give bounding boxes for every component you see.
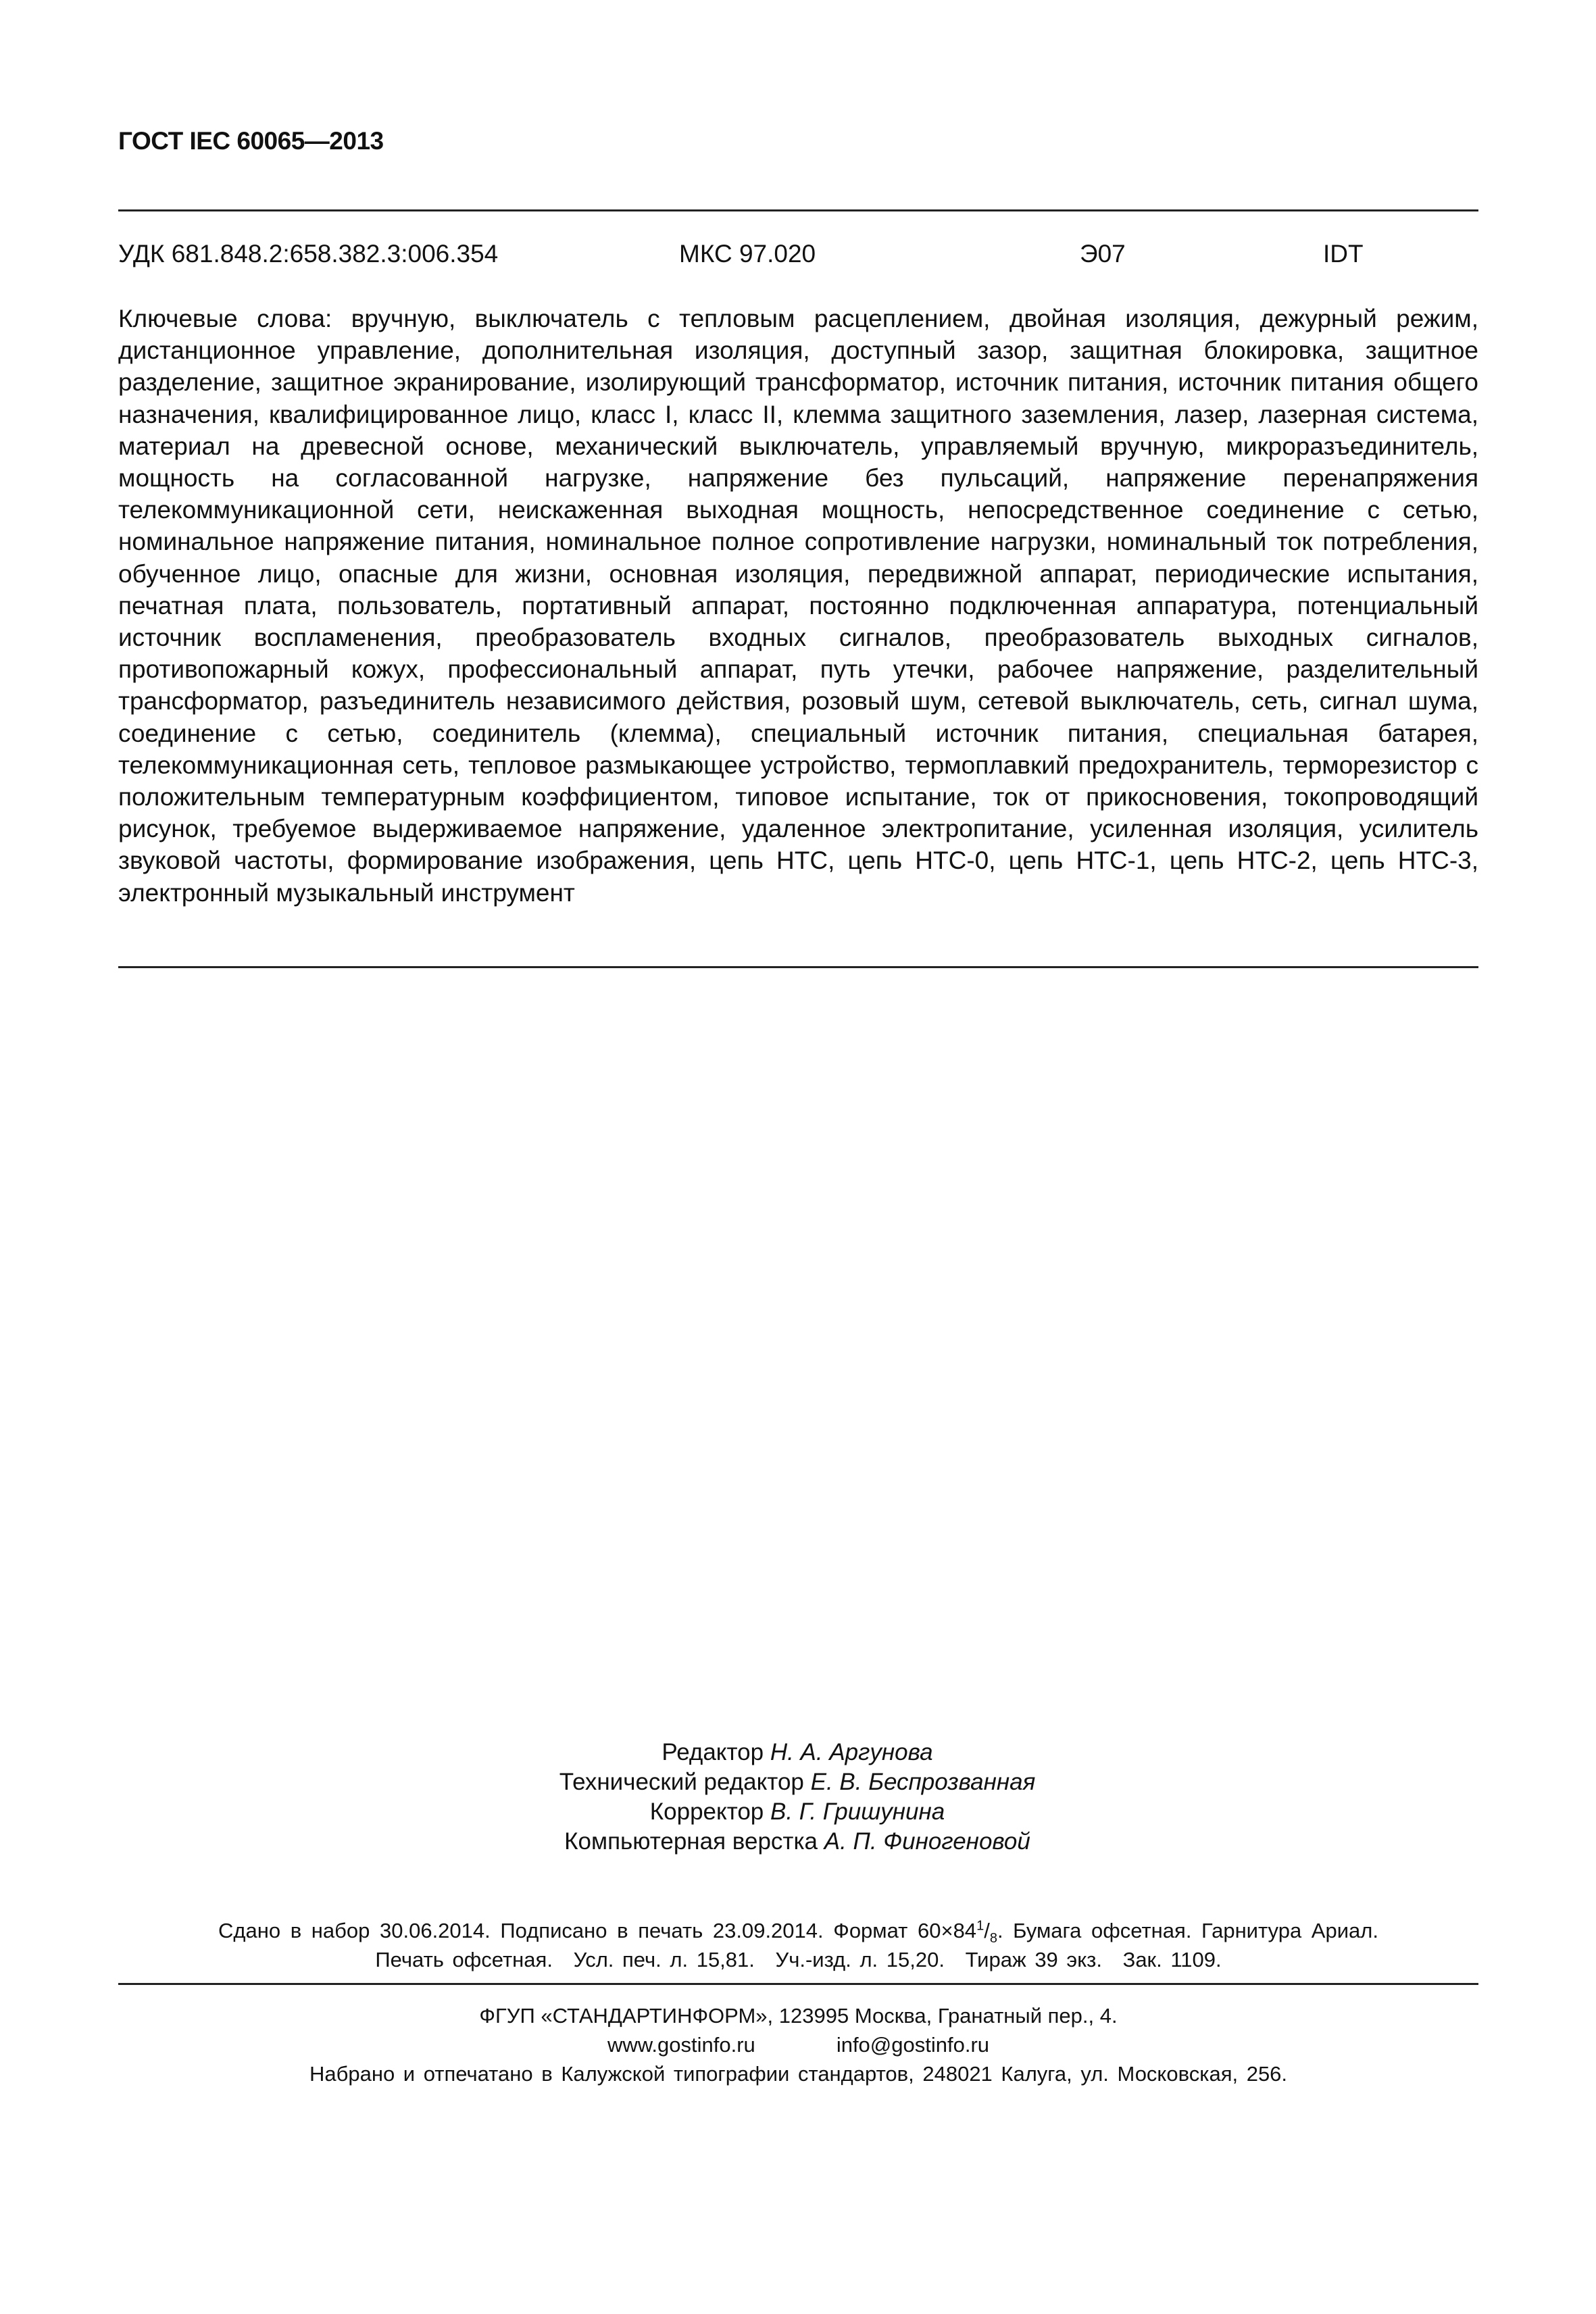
publisher-website: www.gostinfo.ru bbox=[607, 2033, 755, 2057]
format-fraction-numerator: 1 bbox=[976, 1918, 984, 1934]
top-divider bbox=[118, 209, 1478, 211]
print-method: Печать офсетная. bbox=[375, 1948, 553, 1971]
print-info-line-1 bbox=[118, 1918, 1478, 1946]
print-paper-font: . Бумага офсетная. Гарнитура Ариал. bbox=[997, 1919, 1378, 1942]
keywords-paragraph: Ключевые слова: вручную, выключатель с тепловым расцеплением, двойная изоляция, дежурный режим, дистанционное управление, дополнительная изоляция, доступный зазор, защитная блокировка, защитное разделение, защитное экранирование, изолирующий трансформатор, источник питания, источник питания общего назначения, квалифицированное лицо, класс I, класс II, клемма защитного заземления, лазер, лазерная система, материал на древесной основе, механический выключатель, управляемый вручную, микроразъединитель, мощность на согласованной нагрузке, напряжение без пульсаций, напряжение перенапряжения телекоммуникационной сети, неискаженная выходная мощность, непосредственное соединение с сетью, номинальное напряжение питания, номинальное полное сопротивление нагрузки, номинальный ток потребления, обученное лицо, опасные для жизни, основная изоляция, передвижной аппарат, периодические испытания, печатная плата, пользователь, портативный аппарат, постоянно подключенная аппаратура, потенциальный источник воспламенения, преобразователь входных сигналов, преобразователь выходных сигналов, противопожарный кожух, профессиональный аппарат, путь утечки, рабочее напряжение, разделительный трансформатор, разъединитель независимого действия, розовый шум, сетевой выключатель, сеть, сигнал шума, соединение с сетью, соединитель (клемма), специальный источник питания, специальная батарея, телекоммуникационная сеть, тепловое размыкающее устройство, термоплавкий предохранитель, терморезистор с положительным температурным коэффициентом, типовое испытание, ток от прикосновения, токопроводящий рисунок, требуемое выдерживаемое напряжение, удаленное электропитание, усиленная изоляция, усилитель звуковой частоты, формирование изображения, цепь НТС, цепь НТС-0, цепь НТС-1, цепь НТС-2, цепь НТС-3, электронный музыкальный инструмент bbox=[118, 305, 1478, 907]
credit-role: Корректор bbox=[649, 1799, 764, 1825]
credit-role: Технический редактор bbox=[559, 1769, 804, 1795]
print-info-line-2 bbox=[118, 1948, 1478, 1972]
document-title: ГОСТ IEC 60065—2013 bbox=[118, 127, 384, 155]
idt-marker: IDT bbox=[1323, 240, 1364, 268]
credits-block bbox=[405, 1738, 1189, 1857]
credit-editor bbox=[405, 1738, 1189, 1767]
credit-technical-editor bbox=[405, 1767, 1189, 1797]
credit-person: В. Г. Гришунина bbox=[770, 1799, 945, 1825]
publisher-contacts bbox=[118, 2033, 1478, 2057]
format-fraction-slash: / bbox=[984, 1919, 990, 1942]
keywords-divider bbox=[118, 966, 1478, 968]
credit-person: Н. А. Аргунова bbox=[770, 1739, 933, 1765]
credit-role: Компьютерная верстка bbox=[564, 1828, 818, 1855]
publishing-sheets: Уч.-изд. л. 15,20. bbox=[775, 1948, 945, 1971]
printing-house: Набрано и отпечатано в Калужской типографии стандартов, 248021 Калуга, ул. Московская, 256. bbox=[309, 2062, 1288, 2086]
credit-person: Е. В. Беспрозванная bbox=[810, 1769, 1036, 1795]
print-dates-format: Сдано в набор 30.06.2014. Подписано в печать 23.09.2014. Формат 60×84 bbox=[218, 1919, 977, 1942]
credit-proofreader bbox=[405, 1797, 1189, 1827]
publisher-divider bbox=[118, 1983, 1478, 1985]
udk-code: УДК 681.848.2:658.382.3:006.354 bbox=[118, 240, 499, 268]
classifier-code: Э07 bbox=[1080, 240, 1126, 268]
publisher-email: info@gostinfo.ru bbox=[836, 2033, 990, 2057]
credit-layout bbox=[405, 1827, 1189, 1857]
format-fraction-denominator: 8 bbox=[989, 1931, 997, 1946]
print-sheets: Усл. печ. л. 15,81. bbox=[573, 1948, 755, 1971]
mks-code: МКС 97.020 bbox=[679, 240, 816, 268]
credit-role: Редактор bbox=[662, 1739, 764, 1765]
print-run: Тираж 39 экз. bbox=[965, 1948, 1102, 1971]
publisher-address: ФГУП «СТАНДАРТИНФОРМ», 123995 Москва, Гранатный пер., 4. bbox=[479, 2004, 1118, 2028]
credit-person: А. П. Финогеновой bbox=[824, 1828, 1030, 1855]
order-number: Зак. 1109. bbox=[1122, 1948, 1222, 1971]
